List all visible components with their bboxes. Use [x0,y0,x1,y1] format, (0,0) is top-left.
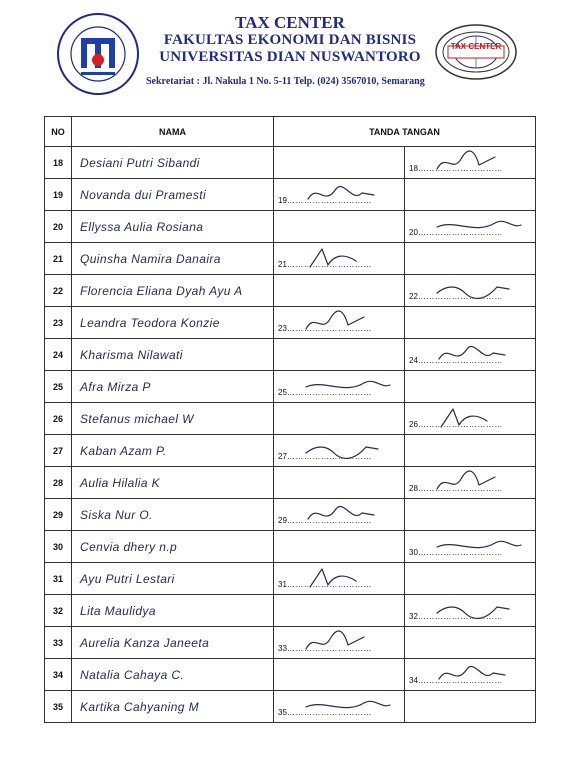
signature-cell-left [274,435,405,467]
signature-cell-left [274,275,405,307]
table-row [45,147,536,179]
signature-number: 31 [278,580,287,589]
signature-dots: ………………………… [417,356,503,365]
signature-cell-right [405,403,536,435]
row-number: 20 [45,211,72,243]
signature-cell-right [405,627,536,659]
handwritten-signature-icon [435,469,525,495]
tax-center-logo-text: TAX CENTER [450,42,502,51]
signature-dots: ………………………… [286,708,372,717]
signature-dots: ………………………… [417,292,503,301]
participant-name: Quinsha Namira Danaira [72,243,274,275]
participant-name: Novanda dui Pramesti [72,179,274,211]
handwritten-signature-icon [304,437,394,463]
signature-number: 18 [409,164,418,173]
signature-dots: ………………………… [417,164,503,173]
handwritten-signature-icon [435,277,525,303]
handwritten-signature-icon [304,245,394,271]
letterhead [0,0,572,110]
signature-number: 24 [409,356,418,365]
signature-cell-left [274,179,405,211]
handwritten-signature-icon [304,181,394,207]
participant-name: Kharisma Nilawati [72,339,274,371]
signature-cell-left [274,595,405,627]
signature-number: 22 [409,292,418,301]
signature-dots: ………………………… [417,228,503,237]
column-header-no: NO [45,117,72,147]
signature-cell-right [405,531,536,563]
signature-number: 29 [278,516,287,525]
signature-dots: ………………………… [417,612,503,621]
row-number: 26 [45,403,72,435]
signature-cell-left [274,691,405,723]
table-row [45,371,536,403]
signature-cell-right [405,371,536,403]
signature-cell-right [405,435,536,467]
row-number: 34 [45,659,72,691]
signature-cell-right [405,307,536,339]
signature-cell-left [274,147,405,179]
handwritten-signature-icon [435,661,525,687]
table-row [45,211,536,243]
row-number: 31 [45,563,72,595]
signature-number: 20 [409,228,418,237]
signature-cell-right [405,243,536,275]
row-number: 35 [45,691,72,723]
participant-name: Aurelia Kanza Janeeta [72,627,274,659]
row-number: 33 [45,627,72,659]
handwritten-signature-icon [435,533,525,559]
handwritten-signature-icon [304,309,394,335]
signature-cell-right [405,563,536,595]
signature-cell-right [405,211,536,243]
signature-cell-left [274,211,405,243]
signature-cell-left [274,659,405,691]
participant-name: Aulia Hilalia K [72,467,274,499]
row-number: 21 [45,243,72,275]
signature-cell-right [405,147,536,179]
handwritten-signature-icon [304,565,394,591]
signature-dots: ………………………… [286,196,372,205]
row-number: 29 [45,499,72,531]
signature-cell-right [405,275,536,307]
participant-name: Siska Nur O. [72,499,274,531]
row-number: 22 [45,275,72,307]
table-row [45,243,536,275]
participant-name: Desiani Putri Sibandi [72,147,274,179]
signature-cell-left [274,467,405,499]
signature-number: 25 [278,388,287,397]
column-header-name: NAMA [72,117,274,147]
signature-dots: ………………………… [417,420,503,429]
row-number: 25 [45,371,72,403]
signature-cell-right [405,499,536,531]
signature-number: 32 [409,612,418,621]
handwritten-signature-icon [435,149,525,175]
handwritten-signature-icon [304,373,394,399]
table-row [45,531,536,563]
signature-number: 28 [409,484,418,493]
participant-name: Cenvia dhery n.p [72,531,274,563]
handwritten-signature-icon [304,501,394,527]
signature-cell-left [274,339,405,371]
participant-name: Stefanus michael W [72,403,274,435]
row-number: 32 [45,595,72,627]
signature-dots: ………………………… [286,388,372,397]
row-number: 27 [45,435,72,467]
participant-name: Leandra Teodora Konzie [72,307,274,339]
participant-name: Natalia Cahaya C. [72,659,274,691]
table-row [45,435,536,467]
handwritten-signature-icon [304,629,394,655]
signature-dots: ………………………… [286,580,372,589]
signature-cell-left [274,371,405,403]
handwritten-signature-icon [435,341,525,367]
participant-name: Ayu Putri Lestari [72,563,274,595]
participant-name: Lita Maulidya [72,595,274,627]
signature-dots: ………………………… [417,548,503,557]
table-row [45,179,536,211]
row-number: 18 [45,147,72,179]
row-number: 28 [45,467,72,499]
signature-cell-left [274,499,405,531]
signature-dots: ………………………… [286,260,372,269]
table-row [45,307,536,339]
university-name: UNIVERSITAS DIAN NUSWANTORO [159,49,421,65]
table-row [45,499,536,531]
signature-cell-left [274,531,405,563]
page-title: TAX CENTER [235,13,345,32]
handwritten-signature-icon [304,693,394,719]
signature-number: 33 [278,644,287,653]
signature-dots: ………………………… [417,676,503,685]
participant-name: Kartika Cahyaning M [72,691,274,723]
table-row [45,403,536,435]
signature-number: 27 [278,452,287,461]
udinus-logo-icon [56,12,140,96]
table-row [45,659,536,691]
row-number: 19 [45,179,72,211]
participant-name: Afra Mirza P [72,371,274,403]
table-header-row [45,117,536,147]
title-block [140,14,440,66]
signature-number: 35 [278,708,287,717]
row-number: 23 [45,307,72,339]
handwritten-signature-icon [435,213,525,239]
signature-dots: ………………………… [286,452,372,461]
signature-number: 34 [409,676,418,685]
signature-cell-right [405,691,536,723]
table-row [45,275,536,307]
signature-cell-right [405,595,536,627]
signature-cell-right [405,179,536,211]
participant-name: Ellyssa Aulia Rosiana [72,211,274,243]
handwritten-signature-icon [435,405,525,431]
signature-cell-right [405,467,536,499]
signature-dots: ………………………… [286,324,372,333]
handwritten-signature-icon [435,597,525,623]
column-header-signature: TANDA TANGAN [274,117,536,147]
address-line: Sekretariat : Jl. Nakula 1 No. 5-11 Telp. (024) 3567010, Semarang [146,76,425,87]
tax-center-logo-icon [434,22,518,82]
signature-cell-right [405,339,536,371]
signature-cell-left [274,563,405,595]
table-row [45,563,536,595]
signature-cell-left [274,627,405,659]
row-number: 24 [45,339,72,371]
table-row [45,595,536,627]
table-row [45,467,536,499]
participant-name: Florencia Eliana Dyah Ayu A [72,275,274,307]
signature-dots: ………………………… [286,516,372,525]
attendance-table [44,116,536,723]
row-number: 30 [45,531,72,563]
signature-cell-right [405,659,536,691]
signature-cell-left [274,307,405,339]
signature-number: 21 [278,260,287,269]
signature-number: 23 [278,324,287,333]
faculty-name: FAKULTAS EKONOMI DAN BISNIS [163,32,417,48]
signature-number: 26 [409,420,418,429]
table-row [45,627,536,659]
signature-number: 30 [409,548,418,557]
signature-cell-left [274,403,405,435]
signature-dots: ………………………… [417,484,503,493]
table-row [45,691,536,723]
table-row [45,339,536,371]
signature-cell-left [274,243,405,275]
signature-number: 19 [278,196,287,205]
signature-dots: ………………………… [286,644,372,653]
participant-name: Kaban Azam P. [72,435,274,467]
